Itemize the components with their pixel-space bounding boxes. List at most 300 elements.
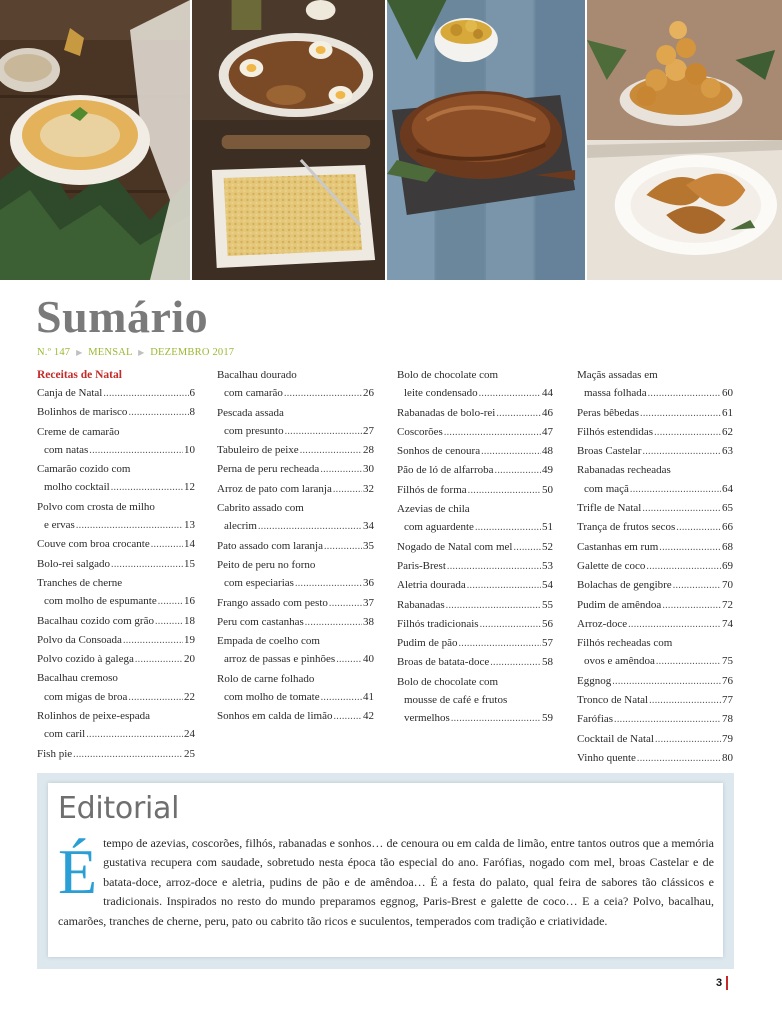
- toc-leader-dots: [481, 442, 541, 461]
- toc-entry: [217, 404, 374, 442]
- toc-entry-line: [37, 612, 195, 631]
- page-number: 3: [716, 976, 728, 990]
- soup-bowl-photo: [0, 0, 190, 280]
- toc-entry: [217, 441, 374, 460]
- toc-entry-title: Arroz de pato com laranja: [217, 482, 332, 495]
- toc-leader-dots: [614, 710, 721, 729]
- toc-entry: [397, 576, 553, 595]
- toc-leader-dots: [642, 499, 721, 518]
- toc-entry-title: Bacalhau dourado: [217, 369, 297, 381]
- toc-entry-line: [37, 478, 195, 497]
- toc-leader-dots: [123, 631, 183, 650]
- toc-page-number: 59: [542, 712, 553, 725]
- toc-leader-dots: [86, 725, 183, 744]
- toc-page-number: 34: [363, 520, 374, 533]
- toc-entry-line: [37, 423, 195, 441]
- toc-page-number: 69: [722, 559, 733, 572]
- toc-entry: [397, 404, 553, 423]
- toc-leader-dots: [295, 574, 362, 593]
- toc-entry-line: [217, 517, 374, 536]
- toc-leader-dots: [103, 384, 188, 403]
- toc-leader-dots: [128, 688, 183, 707]
- toc-page-number: 50: [542, 483, 553, 496]
- toc-entry: [397, 673, 553, 729]
- toc-page-number: 20: [184, 653, 195, 666]
- toc-entry: [577, 557, 733, 576]
- toc-page-number: 41: [363, 691, 374, 704]
- toc-page-number: 66: [722, 521, 733, 534]
- toc-entry-line: [217, 422, 374, 441]
- toc-entry-title: Aletria dourada: [397, 579, 466, 592]
- toc-entry-line: [577, 404, 733, 423]
- toc-page-number: 42: [363, 710, 374, 723]
- toc-entry-line: [37, 688, 195, 707]
- toc-entry-title: Empada de coelho com: [217, 635, 320, 648]
- toc-leader-dots: [479, 384, 541, 403]
- toc-entry-line: [397, 500, 553, 518]
- toc-entry-line: [577, 499, 733, 518]
- toc-page-number: 24: [184, 728, 195, 741]
- toc-entry: [577, 710, 733, 729]
- toc-entry: [397, 461, 553, 480]
- toc-entry-title: Rabanadas recheadas: [577, 464, 671, 477]
- toc-entry-line: [577, 672, 733, 691]
- toc-entry-line: [37, 650, 195, 669]
- toc-page-number: 12: [184, 481, 195, 494]
- toc-entry: [397, 653, 553, 672]
- toc-entry-line: [577, 518, 733, 537]
- toc-column-3: [397, 366, 553, 729]
- toc-entry: [397, 481, 553, 500]
- toc-column-1: [37, 366, 195, 764]
- toc-page-number: 52: [542, 540, 553, 553]
- toc-leader-dots: [300, 441, 362, 460]
- toc-entry: [37, 631, 195, 650]
- toc-entry-title: Maçãs assadas em: [577, 369, 658, 381]
- toc-entry-line: [397, 518, 553, 537]
- toc-entry-title: Vinho quente: [577, 751, 636, 764]
- toc-entry-line: [397, 366, 553, 384]
- toc-entry-line: [577, 576, 733, 595]
- toc-leader-dots: [656, 652, 721, 671]
- toc-page-number: 79: [722, 732, 733, 745]
- toc-entry-title: Canja de Natal: [37, 387, 103, 399]
- toc-page-number: 40: [363, 653, 374, 666]
- toc-entry: [577, 672, 733, 691]
- toc-page-number: 38: [363, 615, 374, 628]
- toc-entry-title: Farófias: [577, 713, 614, 726]
- toc-entry-line: [37, 498, 195, 516]
- toc-entry: [397, 442, 553, 461]
- toc-entry: [217, 480, 374, 499]
- toc-entry-title: Pudim de pão: [397, 637, 458, 650]
- toc-leader-dots: [480, 615, 541, 634]
- toc-entry-title: Rabanadas: [397, 598, 445, 611]
- issue-line: [37, 347, 234, 358]
- toc-entry-title: Cabrito assado com: [217, 502, 304, 515]
- toc-entry-line: [577, 691, 733, 710]
- toc-entry-title: com natas: [44, 443, 89, 456]
- toc-entry: [577, 366, 733, 404]
- toc-entry-line: [397, 538, 553, 557]
- toc-entry-line: [217, 594, 374, 613]
- editorial-body: tempo de azevias, coscorões, filhós, rabanadas e sonhos… de cenoura ou em calda de limão, entre tantos outros que a memória gustativa recupera com saudade, sobretudo nesta época tão especial do ano. Farófias, nogado com mel, broas Castelar e de batata-doce, arroz-doce e aletria, pudins de pão e de amêndoa… É a festa do palato, qual feira de sabores tão clássicos e tradicionais. Inspirados no resto do mundo preparamos eggnog, Paris-Brest e galette de coco… E a ceia? Polvo, bacalhau, camarões, tranches de cherne, peru, pato ou cabrito tão ricos e suculentos, temperados com tradição e criatividade.: [58, 836, 714, 928]
- toc-entry: [217, 366, 374, 404]
- toc-entry-line: [577, 442, 733, 461]
- toc-entry: [37, 669, 195, 707]
- toc-entry-title: com aguardente: [404, 521, 474, 534]
- toc-leader-dots: [655, 730, 721, 749]
- roast-lamb-photo: [385, 0, 585, 280]
- toc-entry-title: Perna de peru recheada: [217, 463, 320, 476]
- toc-entry-title: Bolachas de gengibre: [577, 579, 672, 592]
- toc-page-number: 60: [722, 387, 733, 400]
- toc-entry-title: Broas Castelar: [577, 445, 642, 458]
- toc-page-number: 78: [722, 713, 733, 726]
- toc-entry-title: Rabanadas de bolo-rei: [397, 406, 496, 419]
- toc-entry: [37, 460, 195, 498]
- toc-entry: [37, 555, 195, 574]
- toc-entry-line: [217, 480, 374, 499]
- toc-leader-dots: [630, 480, 721, 499]
- toc-entry: [577, 461, 733, 499]
- toc-entry: [577, 576, 733, 595]
- toc-entry-line: [397, 653, 553, 672]
- toc-entry: [37, 384, 195, 403]
- toc-entry-line: [577, 480, 733, 499]
- editorial-title: Editorial: [58, 791, 180, 826]
- toc-entry-line: [397, 576, 553, 595]
- toc-entry-title: Filhós de forma: [397, 483, 467, 496]
- toc-entry: [217, 632, 374, 670]
- toc-entry-title: Tranches de cherne: [37, 576, 123, 589]
- toc-entry-title: Trifle de Natal: [577, 502, 642, 515]
- toc-entry-title: Polvo da Consoada: [37, 633, 122, 646]
- toc-entry-line: [37, 707, 195, 725]
- toc-leader-dots: [321, 688, 362, 707]
- photo-strip: [0, 0, 782, 280]
- toc-page-number: 10: [184, 443, 195, 456]
- toc-entry-title: Bolo de chocolate com: [397, 369, 499, 381]
- toc-entry-line: [577, 423, 733, 442]
- toc-entry-title: Pão de ló de alfarroba: [397, 464, 494, 477]
- toc-page-number: 56: [542, 617, 553, 630]
- toc-entry: [397, 634, 553, 653]
- toc-entry-line: [217, 366, 374, 384]
- toc-entry-title: Polvo cozido à galega: [37, 653, 134, 666]
- toc-entry-line: [397, 596, 553, 615]
- toc-entry-line: [37, 574, 195, 592]
- toc-entry-title: Peru com castanhas: [217, 615, 304, 628]
- toc-page-number: 47: [542, 425, 553, 438]
- toc-entry-title: com migas de broa: [44, 690, 128, 703]
- toc-entry: [397, 557, 553, 576]
- toc-leader-dots: [333, 707, 362, 726]
- toc-entry-title: com caril: [44, 728, 86, 741]
- toc-entry-title: Fish pie: [37, 747, 73, 760]
- toc-page-number: 80: [722, 751, 733, 764]
- toc-entry-title: Azevias de chila: [397, 503, 470, 516]
- toc-page-number: 48: [542, 445, 553, 458]
- toc-entry-title: Frango assado com pesto: [217, 596, 328, 609]
- toc-page-number: 14: [184, 538, 195, 551]
- toc-entry: [217, 613, 374, 632]
- toc-entry: [217, 670, 374, 708]
- toc-page-number: 51: [542, 521, 553, 534]
- toc-entry-title: com especiarias: [224, 577, 294, 590]
- toc-page-number: 32: [363, 482, 374, 495]
- toc-entry: [577, 730, 733, 749]
- sweets-photo: [585, 0, 782, 280]
- toc-entry-line: [37, 555, 195, 574]
- toc-entry-title: Galette de coco: [577, 559, 646, 572]
- toc-entry: [37, 612, 195, 631]
- toc-entry-line: [397, 634, 553, 653]
- toc-entry-line: [37, 460, 195, 478]
- toc-entry-title: Sonhos de cenoura: [397, 445, 481, 458]
- toc-entry: [577, 518, 733, 537]
- toc-entry-title: Creme de camarão: [37, 425, 120, 438]
- toc-entry: [37, 707, 195, 745]
- toc-leader-dots: [324, 537, 362, 556]
- editorial-drop-cap: É: [58, 836, 98, 907]
- toc-entry-title: e ervas: [44, 519, 75, 532]
- toc-page-number: 22: [184, 690, 195, 703]
- toc-page-number: 37: [363, 596, 374, 609]
- issue-frequency: MENSAL: [88, 347, 133, 358]
- toc-entry-line: [397, 673, 553, 691]
- toc-leader-dots: [158, 592, 183, 611]
- toc-entry-line: [397, 615, 553, 634]
- toc-entry: [577, 538, 733, 557]
- toc-entry-title: Pato assado com laranja: [217, 539, 323, 552]
- toc-entry-title: Cocktail de Natal: [577, 732, 654, 745]
- toc-leader-dots: [628, 615, 721, 634]
- toc-entry-line: [217, 537, 374, 556]
- toc-page-number: 27: [363, 424, 374, 437]
- toc-page-number: 58: [542, 656, 553, 669]
- toc-entry-title: Castanhas em rum: [577, 540, 659, 553]
- toc-entry-line: [37, 669, 195, 687]
- toc-leader-dots: [333, 480, 362, 499]
- toc-entry: [37, 574, 195, 612]
- toc-leader-dots: [637, 749, 721, 768]
- toc-entry-title: Bolinhos de marisco: [37, 406, 128, 419]
- toc-entry: [577, 423, 733, 442]
- toc-entry-title: ovos e amêndoa: [584, 655, 655, 668]
- toc-entry: [37, 650, 195, 669]
- toc-entry-line: [577, 749, 733, 768]
- toc-entry-title: Pescada assada: [217, 406, 284, 419]
- toc-entry-line: [217, 707, 374, 726]
- toc-entry-title: Paris-Brest: [397, 559, 446, 572]
- toc-entry-title: com camarão: [224, 387, 283, 400]
- toc-entry-title: vermelhos: [404, 712, 450, 725]
- toc-page-number: 26: [363, 387, 374, 400]
- toc-entry: [217, 556, 374, 594]
- toc-entry: [577, 442, 733, 461]
- toc-entry-line: [37, 516, 195, 535]
- toc-page-number: 16: [184, 595, 195, 608]
- toc-leader-dots: [659, 538, 721, 557]
- toc-entry-title: arroz de passas e pinhões: [224, 653, 336, 666]
- toc-entry-title: Pudim de amêndoa: [577, 598, 662, 611]
- toc-leader-dots: [495, 461, 541, 480]
- toc-entry-line: [37, 441, 195, 460]
- toc-leader-dots: [642, 442, 721, 461]
- toc-leader-dots: [285, 422, 362, 441]
- toc-entry-line: [217, 650, 374, 669]
- toc-entry: [397, 538, 553, 557]
- toc-leader-dots: [258, 517, 362, 536]
- separator-icon: ▶: [76, 348, 83, 357]
- toc-entry-line: [217, 613, 374, 632]
- toc-page-number: 57: [542, 637, 553, 650]
- toc-leader-dots: [646, 557, 721, 576]
- toc-entry-line: [37, 535, 195, 554]
- toc-entry-line: [577, 730, 733, 749]
- toc-leader-dots: [467, 576, 541, 595]
- toc-leader-dots: [336, 650, 362, 669]
- toc-entry-title: massa folhada: [584, 387, 647, 400]
- toc-entry-line: [37, 403, 195, 422]
- toc-page-number: 61: [722, 406, 733, 419]
- toc-entry-line: [577, 710, 733, 729]
- toc-entry-line: [37, 631, 195, 650]
- editorial-box: [37, 773, 734, 969]
- toc-leader-dots: [654, 423, 721, 442]
- toc-entry-title: Rolinhos de peixe-espada: [37, 710, 151, 723]
- toc-entry-title: com molho de tomate: [224, 691, 320, 704]
- toc-page-number: 25: [184, 747, 195, 760]
- toc-section-heading: Receitas de Natal: [37, 369, 122, 381]
- toc-leader-dots: [649, 691, 721, 710]
- toc-page-number: 75: [722, 655, 733, 668]
- issue-date: DEZEMBRO 2017: [150, 347, 235, 358]
- toc-entry-title: Tronco de Natal: [577, 694, 649, 707]
- toc-entry-line: [577, 634, 733, 652]
- toc-entry: [397, 366, 553, 404]
- toc-entry-title: mousse de café e frutos: [404, 694, 508, 707]
- toc-leader-dots: [76, 516, 183, 535]
- toc-page-number: 68: [722, 540, 733, 553]
- toc-page-number: 77: [722, 694, 733, 707]
- toc-entry-line: [397, 384, 553, 403]
- toc-entry-line: [577, 538, 733, 557]
- toc-entry-title: Nogado de Natal com mel: [397, 540, 513, 553]
- toc-entry: [37, 535, 195, 554]
- toc-leader-dots: [490, 653, 541, 672]
- toc-leader-dots: [459, 634, 542, 653]
- toc-column-4: [577, 366, 733, 768]
- toc-entry-title: com molho de espumante: [44, 595, 157, 608]
- toc-entry-line: [217, 460, 374, 479]
- toc-leader-dots: [648, 384, 721, 403]
- toc-entry-line: [397, 461, 553, 480]
- toc-entry-title: com presunto: [224, 424, 284, 437]
- toc-entry-title: leite condensado: [404, 387, 478, 400]
- toc-entry-title: Trança de frutos secos: [577, 521, 676, 534]
- toc-entry-title: com maçã: [584, 482, 629, 495]
- toc-entry-line: [397, 442, 553, 461]
- toc-entry-line: [577, 652, 733, 671]
- toc-entry: [577, 499, 733, 518]
- toc-entry-title: Eggnog: [577, 674, 612, 687]
- toc-leader-dots: [640, 404, 721, 423]
- toc-page-number: 76: [722, 674, 733, 687]
- toc-entry: [37, 498, 195, 536]
- toc-page-number: 70: [722, 579, 733, 592]
- toc-entry: [37, 423, 195, 461]
- toc-page-number: 55: [542, 598, 553, 611]
- toc-entry-line: [577, 461, 733, 479]
- toc-entry-line: [37, 745, 195, 764]
- toc-page-number: 44: [542, 387, 553, 400]
- toc-entry-line: [397, 691, 553, 709]
- toc-entry: [397, 423, 553, 442]
- toc-leader-dots: [673, 576, 721, 595]
- toc-page-number: 15: [184, 557, 195, 570]
- toc-page-number: 53: [542, 559, 553, 572]
- toc-leader-dots: [451, 709, 541, 728]
- toc-entry: [577, 691, 733, 710]
- toc-entry-line: [397, 404, 553, 423]
- toc-entry: [397, 500, 553, 538]
- toc-entry-title: Bolo de chocolate com: [397, 675, 499, 688]
- toc-entry-line: [217, 688, 374, 707]
- toc-entry-title: Bacalhau cremoso: [37, 672, 118, 685]
- toc-leader-dots: [468, 481, 541, 500]
- toc-entry-title: Sonhos em calda de limão: [217, 710, 333, 723]
- roast-and-gratin-photo: [190, 0, 385, 280]
- toc-entry-line: [577, 366, 733, 384]
- toc-entry-title: Camarão cozido com: [37, 463, 131, 476]
- toc-leader-dots: [89, 441, 183, 460]
- toc-leader-dots: [612, 672, 721, 691]
- toc-entry-line: [577, 557, 733, 576]
- toc-entry-line: [217, 632, 374, 650]
- toc-leader-dots: [151, 535, 183, 554]
- toc-entry-line: [397, 481, 553, 500]
- toc-entry-line: [217, 404, 374, 422]
- toc-entry-line: [397, 557, 553, 576]
- toc-page-number: 64: [722, 482, 733, 495]
- toc-page-number: 65: [722, 502, 733, 515]
- toc-leader-dots: [676, 518, 721, 537]
- toc-page-number: 18: [184, 614, 195, 627]
- toc-entry-title: Couve com broa crocante: [37, 538, 150, 551]
- toc-entry-title: Filhós recheadas com: [577, 637, 673, 650]
- toc-page-number: 30: [363, 463, 374, 476]
- toc-entry-title: Polvo com crosta de milho: [37, 500, 155, 513]
- toc-page-number: 35: [363, 539, 374, 552]
- toc-entry-line: [217, 499, 374, 517]
- toc-page-number: 13: [184, 519, 195, 532]
- toc-leader-dots: [329, 594, 362, 613]
- toc-leader-dots: [73, 745, 183, 764]
- toc-page-number: 36: [363, 577, 374, 590]
- toc-entry-line: [37, 384, 195, 403]
- toc-entry: [577, 596, 733, 615]
- toc-page-number: 19: [184, 633, 195, 646]
- toc-page-number: 6: [189, 387, 195, 399]
- toc-entry-line: [577, 384, 733, 403]
- toc-page-number: 8: [189, 406, 195, 419]
- toc-entry-line: [397, 423, 553, 442]
- toc-page-number: 28: [363, 444, 374, 457]
- toc-leader-dots: [446, 596, 541, 615]
- toc-entry-title: Bacalhau cozido com grão: [37, 614, 154, 627]
